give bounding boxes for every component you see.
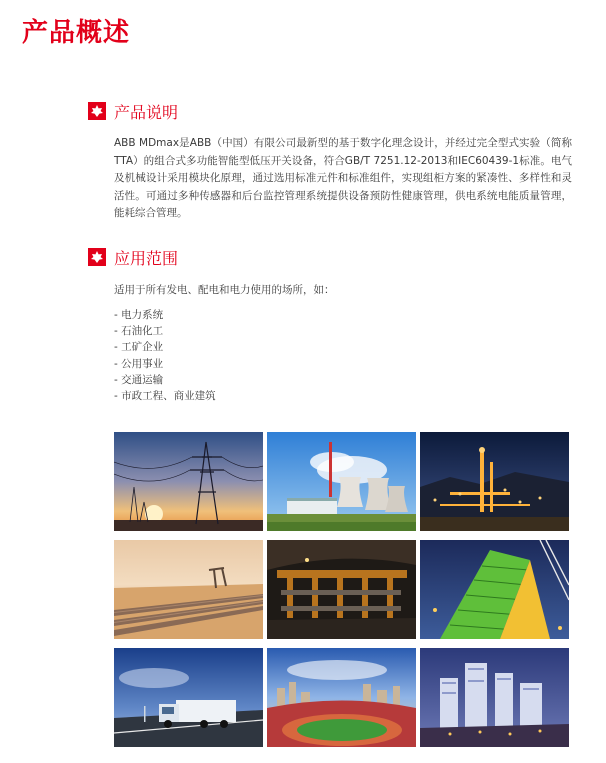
abb-red-square-icon xyxy=(88,102,106,120)
section-heading-product-description xyxy=(88,98,178,124)
application-intro-text: 适用于所有发电、配电和电力使用的场所，如： xyxy=(114,284,335,296)
commercial-buildings-night-photo xyxy=(420,648,569,747)
section-heading-text: 应用范围 xyxy=(114,248,179,268)
page-title: 产品概述 xyxy=(22,18,131,48)
petrochemical-plant-night-photo xyxy=(420,432,569,531)
application-photo-grid xyxy=(114,432,570,747)
oil-pipeline-desert-photo xyxy=(114,540,263,639)
green-building-construction-photo xyxy=(420,540,569,639)
product-description-text: ABB MDmax是ABB（中国）有限公司最新型的基于数字化理念设计，并经过完全型式实验（简称TTA）的组合式多功能智能型低压开关设备，符合GB/T 7251.12-2013和IEC60439-1标准。电气及机械设计采用模块化原理，通过选用标准元件和标准组件，实现组柜方案的紧凑性、多样性和灵活性。可通过多种传感器和后台监控管理系统提供设备预防性健康管理，供电系统电能质量管理，能耗综合管理。 xyxy=(114,137,572,219)
truck-highway-photo xyxy=(114,648,263,747)
application-list xyxy=(114,307,216,404)
list-item: - 公用事业 xyxy=(114,357,164,370)
list-item: - 工矿企业 xyxy=(114,341,164,354)
list-item: - 交通运输 xyxy=(114,373,164,386)
section-heading-text: 产品说明 xyxy=(114,102,179,122)
list-item: - 市政工程、商业建筑 xyxy=(114,390,216,403)
stadium-city-photo xyxy=(267,648,416,747)
list-item: - 石油化工 xyxy=(114,325,164,338)
list-item: - 电力系统 xyxy=(114,309,164,321)
abb-red-square-icon xyxy=(88,248,106,266)
power-plant-cooling-towers-photo xyxy=(267,432,416,531)
section-heading-application-scope xyxy=(88,244,178,270)
mining-tunnel-machinery-photo xyxy=(267,540,416,639)
power-transmission-tower-photo xyxy=(114,432,263,531)
